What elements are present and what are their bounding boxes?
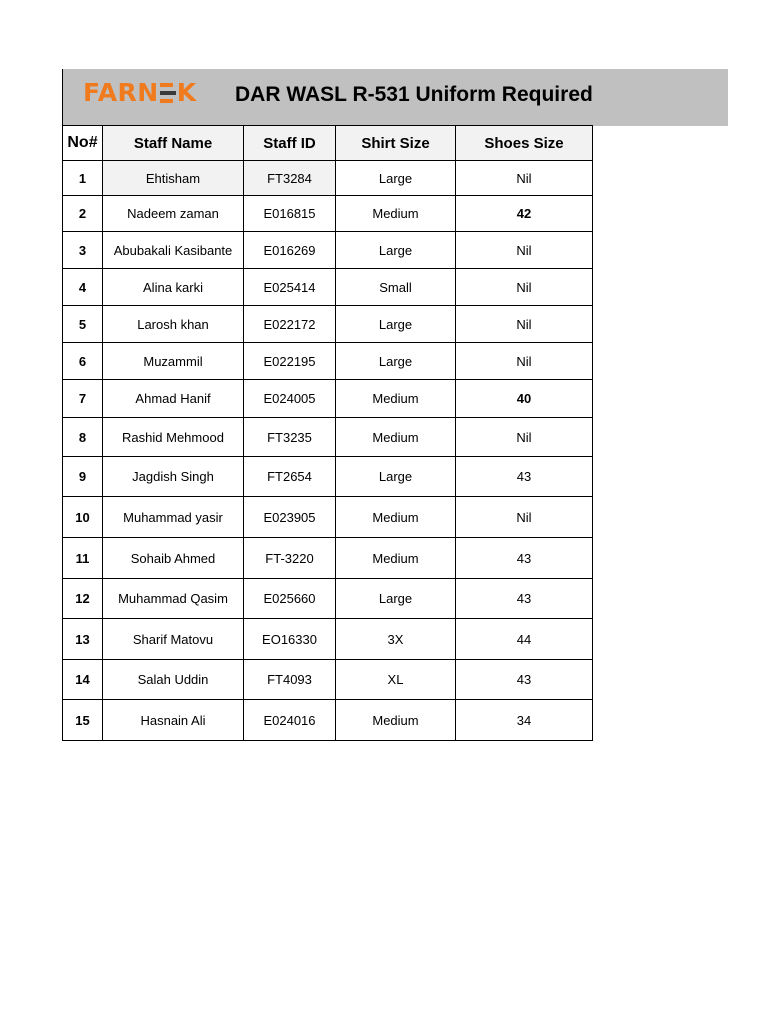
document-header [62, 69, 728, 126]
table-row [63, 579, 593, 619]
table-row [63, 343, 593, 380]
table-row [63, 660, 593, 700]
cell-staff-id: EO16330 [244, 619, 336, 660]
cell-staff-name: Ahmad Hanif [103, 380, 244, 418]
cell-no: 8 [63, 418, 103, 457]
cell-staff-name: Jagdish Singh [103, 457, 244, 497]
cell-staff-name: Larosh khan [103, 306, 244, 343]
cell-no: 11 [63, 538, 103, 579]
cell-staff-id: FT4093 [244, 660, 336, 700]
cell-no: 9 [63, 457, 103, 497]
cell-staff-name: Nadeem zaman [103, 196, 244, 232]
table-row [63, 497, 593, 538]
cell-shirt-size: Large [336, 161, 456, 196]
cell-staff-id: E023905 [244, 497, 336, 538]
cell-staff-id: E016815 [244, 196, 336, 232]
table-row [63, 161, 593, 196]
cell-shirt-size: Large [336, 306, 456, 343]
cell-shoes-size: 43 [456, 457, 593, 497]
cell-staff-id: E022172 [244, 306, 336, 343]
cell-shirt-size: XL [336, 660, 456, 700]
cell-shirt-size: Medium [336, 196, 456, 232]
logo-text-right: K [176, 78, 197, 107]
cell-no: 1 [63, 161, 103, 196]
cell-shoes-size: 34 [456, 700, 593, 741]
cell-staff-name: Muhammad Qasim [103, 579, 244, 619]
column-header-staff-id: Staff ID [244, 126, 336, 161]
table-body [63, 161, 593, 741]
table-row [63, 700, 593, 741]
cell-staff-id: E025660 [244, 579, 336, 619]
cell-shirt-size: Medium [336, 380, 456, 418]
table-row [63, 619, 593, 660]
cell-shirt-size: Medium [336, 497, 456, 538]
cell-no: 7 [63, 380, 103, 418]
cell-shoes-size: Nil [456, 418, 593, 457]
cell-shoes-size: 43 [456, 660, 593, 700]
cell-shoes-size: 43 [456, 538, 593, 579]
logo-text-left: FARN [83, 78, 159, 107]
table-row [63, 418, 593, 457]
table-row [63, 306, 593, 343]
farnek-logo [83, 79, 197, 107]
cell-staff-id: E025414 [244, 269, 336, 306]
cell-no: 5 [63, 306, 103, 343]
cell-shoes-size: Nil [456, 161, 593, 196]
column-header-no: No# [63, 126, 103, 161]
cell-shoes-size: 44 [456, 619, 593, 660]
cell-shoes-size: 43 [456, 579, 593, 619]
cell-shoes-size: Nil [456, 306, 593, 343]
cell-staff-id: FT2654 [244, 457, 336, 497]
cell-no: 14 [63, 660, 103, 700]
table-row [63, 196, 593, 232]
table-row [63, 457, 593, 497]
cell-shirt-size: 3X [336, 619, 456, 660]
cell-staff-name: Hasnain Ali [103, 700, 244, 741]
cell-shoes-size: 42 [456, 196, 593, 232]
cell-staff-id: FT3235 [244, 418, 336, 457]
cell-no: 4 [63, 269, 103, 306]
document-title: DAR WASL R-531 Uniform Required [235, 83, 593, 106]
cell-shoes-size: Nil [456, 343, 593, 380]
cell-staff-id: E022195 [244, 343, 336, 380]
table-row [63, 232, 593, 269]
cell-shoes-size: Nil [456, 497, 593, 538]
cell-staff-name: Muhammad yasir [103, 497, 244, 538]
column-header-staff-name: Staff Name [103, 126, 244, 161]
cell-no: 13 [63, 619, 103, 660]
cell-no: 12 [63, 579, 103, 619]
table-header-row [63, 126, 593, 161]
cell-shirt-size: Medium [336, 538, 456, 579]
cell-shoes-size: 40 [456, 380, 593, 418]
cell-staff-name: Rashid Mehmood [103, 418, 244, 457]
cell-shirt-size: Large [336, 343, 456, 380]
cell-shoes-size: Nil [456, 269, 593, 306]
column-header-shoes-size: Shoes Size [456, 126, 593, 161]
cell-staff-name: Alina karki [103, 269, 244, 306]
logo-e-mark-icon [160, 82, 176, 103]
cell-no: 10 [63, 497, 103, 538]
cell-staff-name: Sohaib Ahmed [103, 538, 244, 579]
cell-staff-id: FT3284 [244, 161, 336, 196]
cell-staff-id: E016269 [244, 232, 336, 269]
cell-no: 15 [63, 700, 103, 741]
cell-staff-name: Abubakali Kasibante [103, 232, 244, 269]
cell-staff-id: E024016 [244, 700, 336, 741]
cell-staff-name: Sharif Matovu [103, 619, 244, 660]
uniform-table [62, 125, 593, 741]
table-row [63, 538, 593, 579]
cell-staff-name: Salah Uddin [103, 660, 244, 700]
cell-staff-id: E024005 [244, 380, 336, 418]
table-row [63, 269, 593, 306]
cell-no: 3 [63, 232, 103, 269]
cell-shirt-size: Large [336, 232, 456, 269]
cell-shirt-size: Small [336, 269, 456, 306]
cell-shirt-size: Large [336, 579, 456, 619]
table-row [63, 380, 593, 418]
cell-shirt-size: Medium [336, 700, 456, 741]
cell-shirt-size: Large [336, 457, 456, 497]
cell-no: 6 [63, 343, 103, 380]
cell-shoes-size: Nil [456, 232, 593, 269]
cell-no: 2 [63, 196, 103, 232]
column-header-shirt-size: Shirt Size [336, 126, 456, 161]
cell-staff-name: Ehtisham [103, 161, 244, 196]
cell-staff-id: FT-3220 [244, 538, 336, 579]
cell-staff-name: Muzammil [103, 343, 244, 380]
cell-shirt-size: Medium [336, 418, 456, 457]
